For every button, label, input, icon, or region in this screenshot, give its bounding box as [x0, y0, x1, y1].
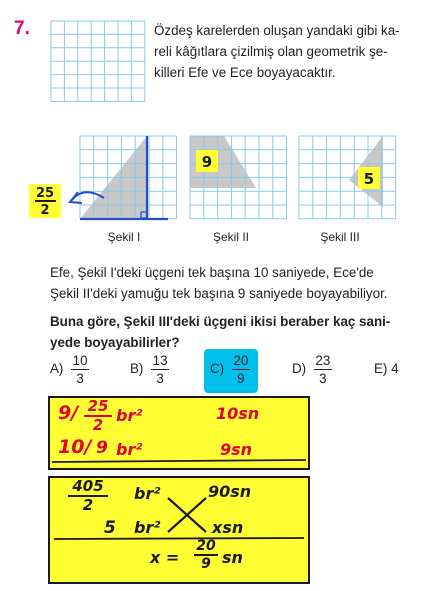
- area-label-num: 25: [35, 186, 55, 201]
- hw-result-unit: sn: [222, 548, 243, 567]
- area-label-den: 2: [40, 203, 50, 218]
- hw-time: 10sn: [216, 404, 260, 423]
- hw-time: 90sn: [208, 482, 252, 501]
- hw-fraction-25-2: 25 2: [84, 399, 112, 433]
- area-label: 9: [201, 153, 213, 171]
- option-letter: B): [130, 361, 144, 377]
- option-a[interactable]: [50, 353, 89, 386]
- option-letter: A): [50, 361, 64, 377]
- intro-line: killeri Efe ve Ece boyayacaktır.: [154, 65, 336, 80]
- option-letter: D): [292, 361, 307, 377]
- option-fraction: $\frac{23}{3}$: [315, 353, 331, 386]
- hw-prefix-10: 10/: [58, 436, 92, 458]
- figure-1: [29, 136, 177, 219]
- hw-value-5: 5: [104, 518, 116, 538]
- option-c[interactable]: [210, 353, 250, 386]
- option-e[interactable]: [374, 361, 399, 376]
- hw-unit: br²: [134, 518, 161, 537]
- option-value: 4: [391, 361, 399, 376]
- figures: [0, 128, 447, 238]
- hw-value-9: 9: [96, 438, 108, 458]
- hw-time: xsn: [212, 518, 244, 537]
- intro-text: [154, 20, 438, 83]
- intro-line: Özdeş karelerden oluşan yandaki gibi ka-: [154, 23, 400, 38]
- question-line: Buna göre, Şekil III'deki üçgeni ikisi beraber kaç sani-: [50, 314, 391, 329]
- intro-line: reli kâğıtlara çizilmiş olan geometrik şe-: [154, 44, 388, 59]
- option-letter: E): [374, 361, 388, 376]
- info-line: Efe, Şekil I'deki üçgeni tek başına 10 saniyede, Ece'de: [50, 265, 374, 280]
- option-fraction: $\frac{20}{9}$: [233, 353, 249, 386]
- option-fraction: $\frac{13}{3}$: [152, 353, 168, 386]
- hw-prefix-9: 9/: [58, 402, 79, 424]
- question-number: 7.: [14, 18, 30, 39]
- hw-result-label: x =: [150, 548, 180, 567]
- figure-3: [299, 136, 396, 219]
- caption-sekil-3: Şekil III: [320, 230, 360, 244]
- hw-unit: br²: [116, 440, 143, 459]
- option-fraction: $\frac{10}{3}$: [72, 353, 88, 386]
- hw-result-fraction: 20 9: [194, 539, 218, 571]
- hw-unit: br²: [116, 406, 143, 425]
- caption-sekil-2: Şekil II: [212, 230, 249, 244]
- option-b[interactable]: [130, 353, 169, 386]
- question-text: [50, 311, 438, 353]
- option-letter: C): [210, 361, 225, 377]
- hw-unit: br²: [134, 484, 161, 503]
- info-line: Şekil II'deki yamuğu tek başına 9 saniyede boyayabiliyor.: [50, 286, 388, 301]
- hw-fraction-405-2: 405 2: [68, 479, 108, 513]
- figure-2: [190, 136, 287, 219]
- question-line: yede boyayabilirler?: [50, 335, 180, 350]
- hw-time: 9sn: [220, 440, 253, 459]
- area-label: 5: [363, 170, 375, 188]
- caption-sekil-1: Şekil I: [107, 230, 141, 244]
- info-text: [50, 262, 438, 304]
- empty-grid: [50, 20, 146, 104]
- option-d[interactable]: [292, 353, 332, 386]
